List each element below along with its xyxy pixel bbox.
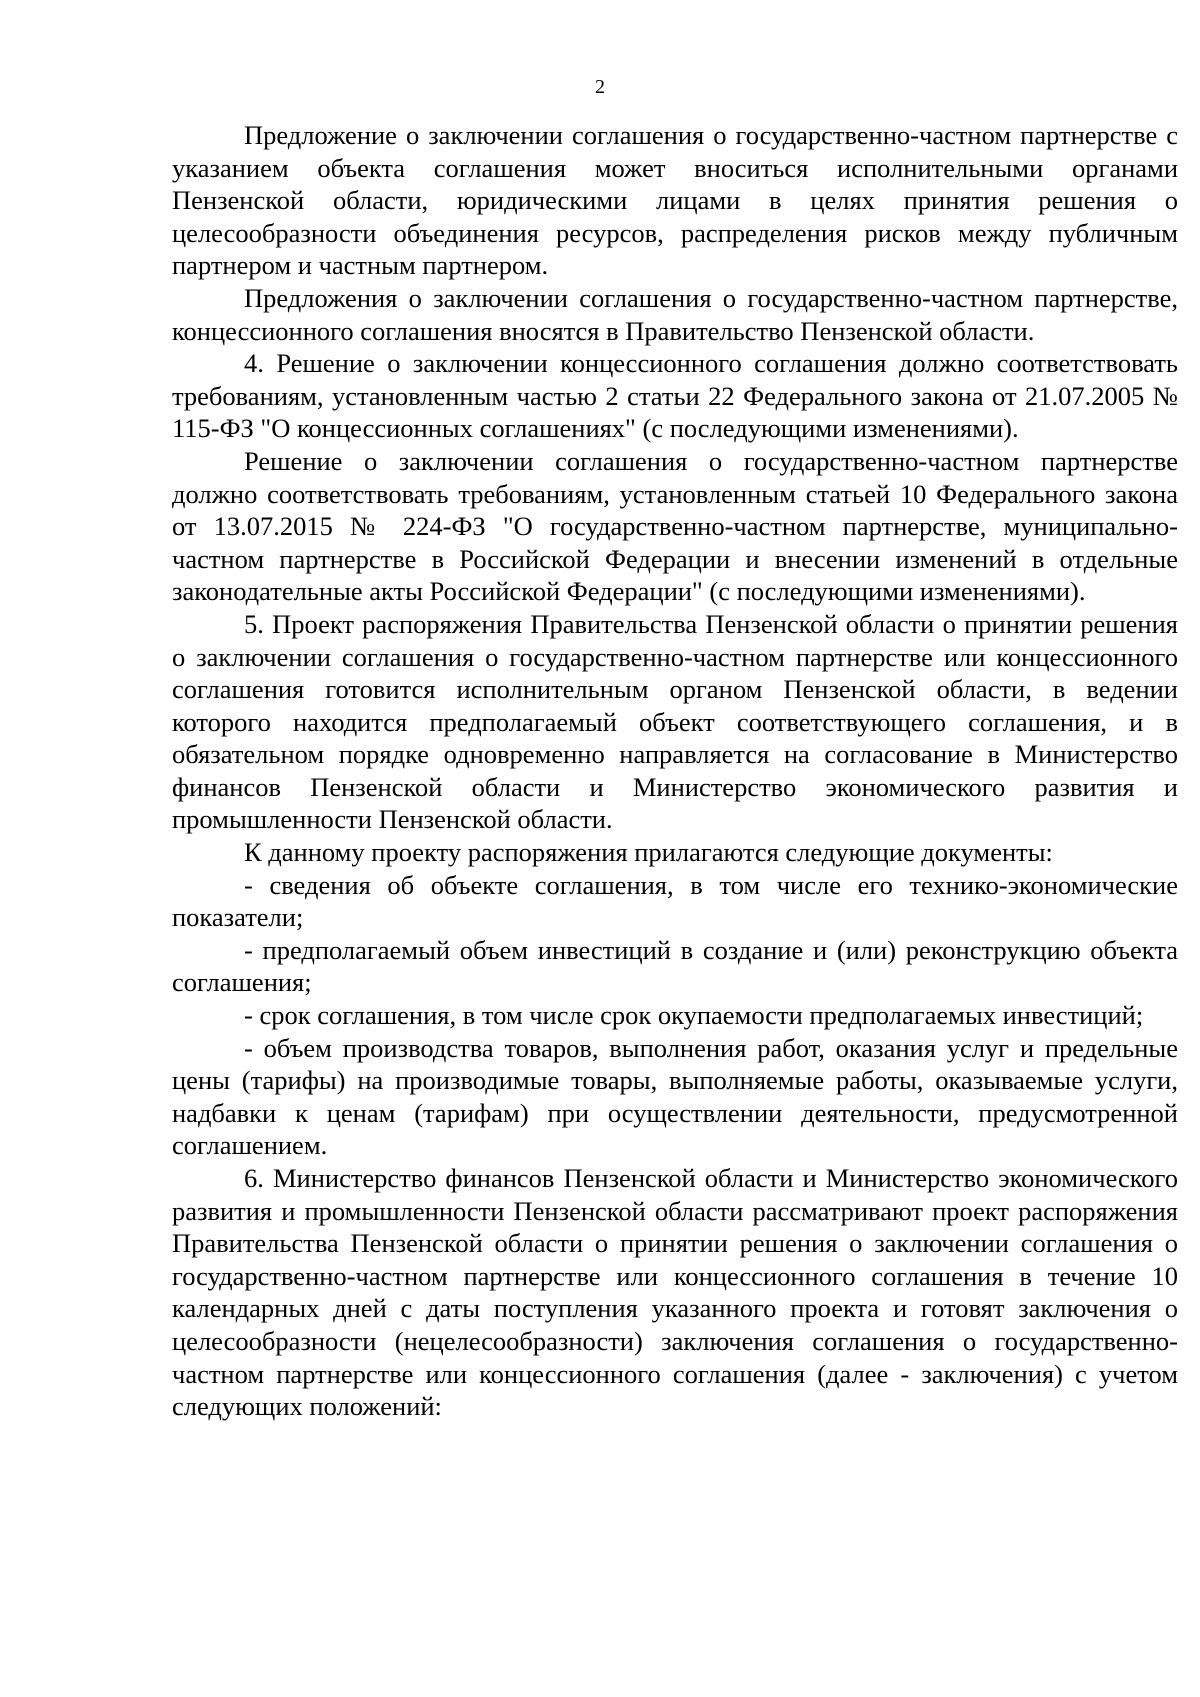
document-body	[172, 119, 1178, 1423]
paragraph-6-ministry-review: 6. Министерство финансов Пензенской области и Министерство экономического развития и промышленности Пензенской области рассматривают проект распоряжения Правительства Пензенской области о принятии решения о заключении соглашения о государственно-частном партнерстве или концессионного соглашения в течение 10 календарных дней с даты поступления указанного проекта и готовят заключения о целесообразности (нецелесообразности) заключения соглашения о государственно-частном партнерстве или концессионного соглашения (далее - заключения) с учетом следующих положений:	[172, 1163, 1178, 1422]
list-item-object-info: - сведения об объекте соглашения, в том числе его технико-экономические показатели;	[172, 869, 1178, 933]
list-item-agreement-term: - срок соглашения, в том числе срок окупаемости предполагаемых инвестиций;	[244, 1000, 1144, 1031]
paragraph-attached-documents: К данному проекту распоряжения прилагаются следующие документы:	[244, 837, 1053, 868]
paragraph-4-concession-decision: 4. Решение о заключении концессионного соглашения должно соответствовать требованиям, установленным частью 2 статьи 22 Федерального закона от 21.07.2005 № 115-ФЗ "О концессионных соглашениях" (с последующими изменениями).	[172, 348, 1178, 444]
list-item-production-volume: - объем производства товаров, выполнения работ, оказания услуг и предельные цены (тарифы) на производимые товары, выполняемые работы, оказываемые услуги, надбавки к ценам (тарифам) при осуществлении деятельности, предусмотренной соглашением.	[172, 1032, 1178, 1161]
list-item-investment-volume: - предполагаемый объем инвестиций в создание и (или) реконструкцию объекта соглашения;	[172, 934, 1178, 998]
page-number: 2	[595, 76, 605, 98]
paragraph-proposals-submitted: Предложения о заключении соглашения о государственно-частном партнерстве, концессионного соглашения вносятся в Правительство Пензенской области.	[172, 282, 1178, 346]
paragraph-ppp-decision: Решение о заключении соглашения о государственно-частном партнерстве должно соответствовать требованиям, установленным статьей 10 Федерального закона от 13.07.2015 № 224-ФЗ "О государственно-частном партнерстве, муниципально-частном партнерстве в Российской Федерации и внесении изменений в отдельные законодательные акты Российской Федерации" (с последующими изменениями).	[172, 445, 1178, 607]
paragraph-proposal-ppp: Предложение о заключении соглашения о государственно-частном партнерстве с указанием объекта соглашения может вноситься исполнительными органами Пензенской области, юридическими лицами в целях принятия решения о целесообразности объединения ресурсов, распределения рисков между публичным партнером и частным партнером.	[172, 120, 1178, 281]
paragraph-5-draft-order: 5. Проект распоряжения Правительства Пензенской области о принятии решения о заключении соглашения о государственно-частном партнерстве или концессионного соглашения готовится исполнительным органом Пензенской области, в ведении которого находится предполагаемый объект соответствующего соглашения, и в обязательном порядке одновременно направляется на согласование в Министерство финансов Пензенской области и Министерство экономического развития и промышленности Пензенской области.	[172, 608, 1178, 835]
